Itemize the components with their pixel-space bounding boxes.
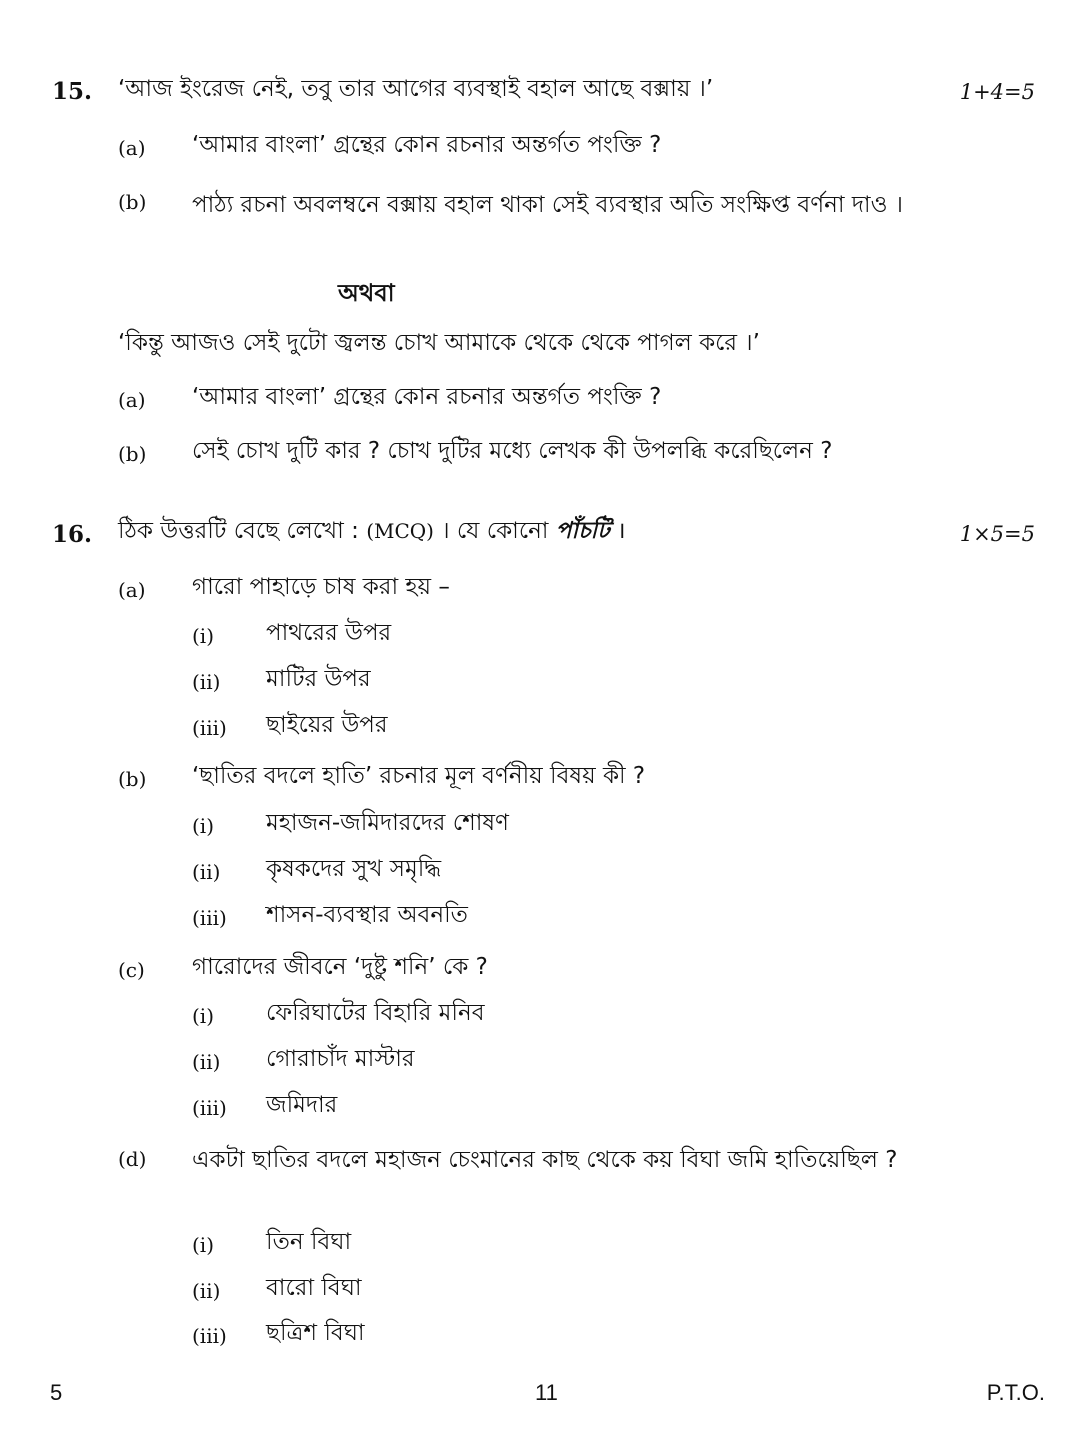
q16-c-option-label: (i)	[192, 1004, 215, 1028]
q16-d-text: একটা ছাতির বদলে মহাজন চেংমানের কাছ থেকে কয় বিঘা জমি হাতিয়েছিল ?	[192, 1147, 898, 1173]
q15-alt-b-text: সেই চোখ দুটি কার ? চোখ দুটির মধ্যে লেখক কী উপলব্ধি করেছিলেন ?	[192, 438, 833, 464]
q16-c-text: গারোদের জীবনে ‘দুষ্টু শনি’ কে ?	[192, 954, 488, 980]
q16-c-option-label: (ii)	[192, 1050, 221, 1074]
q16-a-option-label: (iii)	[192, 716, 227, 740]
q15-a-text: ‘আমার বাংলা’ গ্রন্থের কোন রচনার অন্তর্গত পংক্তি ?	[192, 132, 662, 158]
q15-b-label: (b)	[118, 190, 147, 214]
q16-a-text: গারো পাহাড়ে চাষ করা হয় –	[192, 574, 450, 600]
q15-alt-a-label: (a)	[118, 388, 146, 412]
q16-d-option-text: ছত্রিশ বিঘা	[266, 1320, 365, 1346]
q16-c-label: (c)	[118, 958, 145, 982]
q16-b-option-label: (i)	[192, 814, 215, 838]
q15-a-label: (a)	[118, 136, 146, 160]
question-15-marks: 1+4=5	[959, 80, 1035, 104]
question-15-quote: ‘আজ ইংরেজ নেই, তবু তার আগের ব্যবস্থাই বহাল আছে বক্সায় ।’	[118, 76, 714, 102]
q16-a-option-text: পাথরের উপর	[266, 620, 392, 646]
q16-d-label: (d)	[118, 1147, 147, 1171]
q16-b-option-text: কৃষকদের সুখ সমৃদ্ধি	[266, 856, 442, 882]
instruction-mcq: (MCQ)	[366, 519, 434, 543]
q16-d-option-text: তিন বিঘা	[266, 1229, 352, 1255]
q16-a-option-label: (i)	[192, 624, 215, 648]
q16-b-text: ‘ছাতির বদলে হাতি’ রচনার মূল বর্ণনীয় বিষয় কী ?	[192, 763, 646, 789]
q16-d-option-label: (iii)	[192, 1324, 227, 1348]
or-heading: অথবা	[338, 279, 395, 307]
q16-c-option-label: (iii)	[192, 1096, 227, 1120]
instruction-text: ঠিক উত্তরটি বেছে লেখো :	[118, 518, 359, 544]
footer-set-code: 5	[50, 1380, 63, 1405]
q16-b-option-label: (ii)	[192, 860, 221, 884]
q16-a-option-text: ছাইয়ের উপর	[266, 712, 388, 738]
q16-b-option-text: মহাজন-জমিদারদের শোষণ	[266, 810, 509, 836]
q16-d-option-label: (i)	[192, 1233, 215, 1257]
q16-a-label: (a)	[118, 578, 146, 602]
question-16-marks: 1×5=5	[959, 522, 1035, 546]
q16-a-option-label: (ii)	[192, 670, 221, 694]
question-15-number: 15.	[52, 78, 93, 105]
q15-b-text: পাঠ্য রচনা অবলম্বনে বক্সায় বহাল থাকা সেই ব্যবস্থার অতি সংক্ষিপ্ত বর্ণনা দাও ।	[192, 192, 904, 218]
q15-alt-a-text: ‘আমার বাংলা’ গ্রন্থের কোন রচনার অন্তর্গত পংক্তি ?	[192, 384, 662, 410]
q16-c-option-text: গোরাচাঁদ মাস্টার	[266, 1046, 415, 1072]
question-16-instruction	[118, 516, 626, 546]
instruction-end: ।	[616, 518, 626, 544]
q15-alt-b-label: (b)	[118, 442, 147, 466]
q16-b-label: (b)	[118, 767, 147, 791]
q16-b-option-label: (iii)	[192, 906, 227, 930]
q15-alt-quote: ‘কিন্তু আজও সেই দুটো জ্বলন্ত চোখ আমাকে থেকে থেকে পাগল করে ।’	[118, 330, 760, 356]
q16-d-option-text: বারো বিঘা	[266, 1275, 362, 1301]
footer-page-number: 11	[535, 1380, 558, 1405]
instruction-bold-count: পাঁচটি	[555, 518, 610, 544]
q16-d-option-label: (ii)	[192, 1279, 221, 1303]
q16-b-option-text: শাসন-ব্যবস্থার অবনতি	[266, 902, 468, 928]
q16-a-option-text: মাটির উপর	[266, 666, 371, 692]
footer-pto: P.T.O.	[986, 1380, 1045, 1405]
q16-c-option-text: ফেরিঘাটের বিহারি মনিব	[266, 1000, 485, 1026]
instruction-mid: । যে কোনো	[441, 518, 549, 544]
question-16-number: 16.	[52, 521, 93, 548]
q16-c-option-text: জমিদার	[266, 1092, 338, 1118]
